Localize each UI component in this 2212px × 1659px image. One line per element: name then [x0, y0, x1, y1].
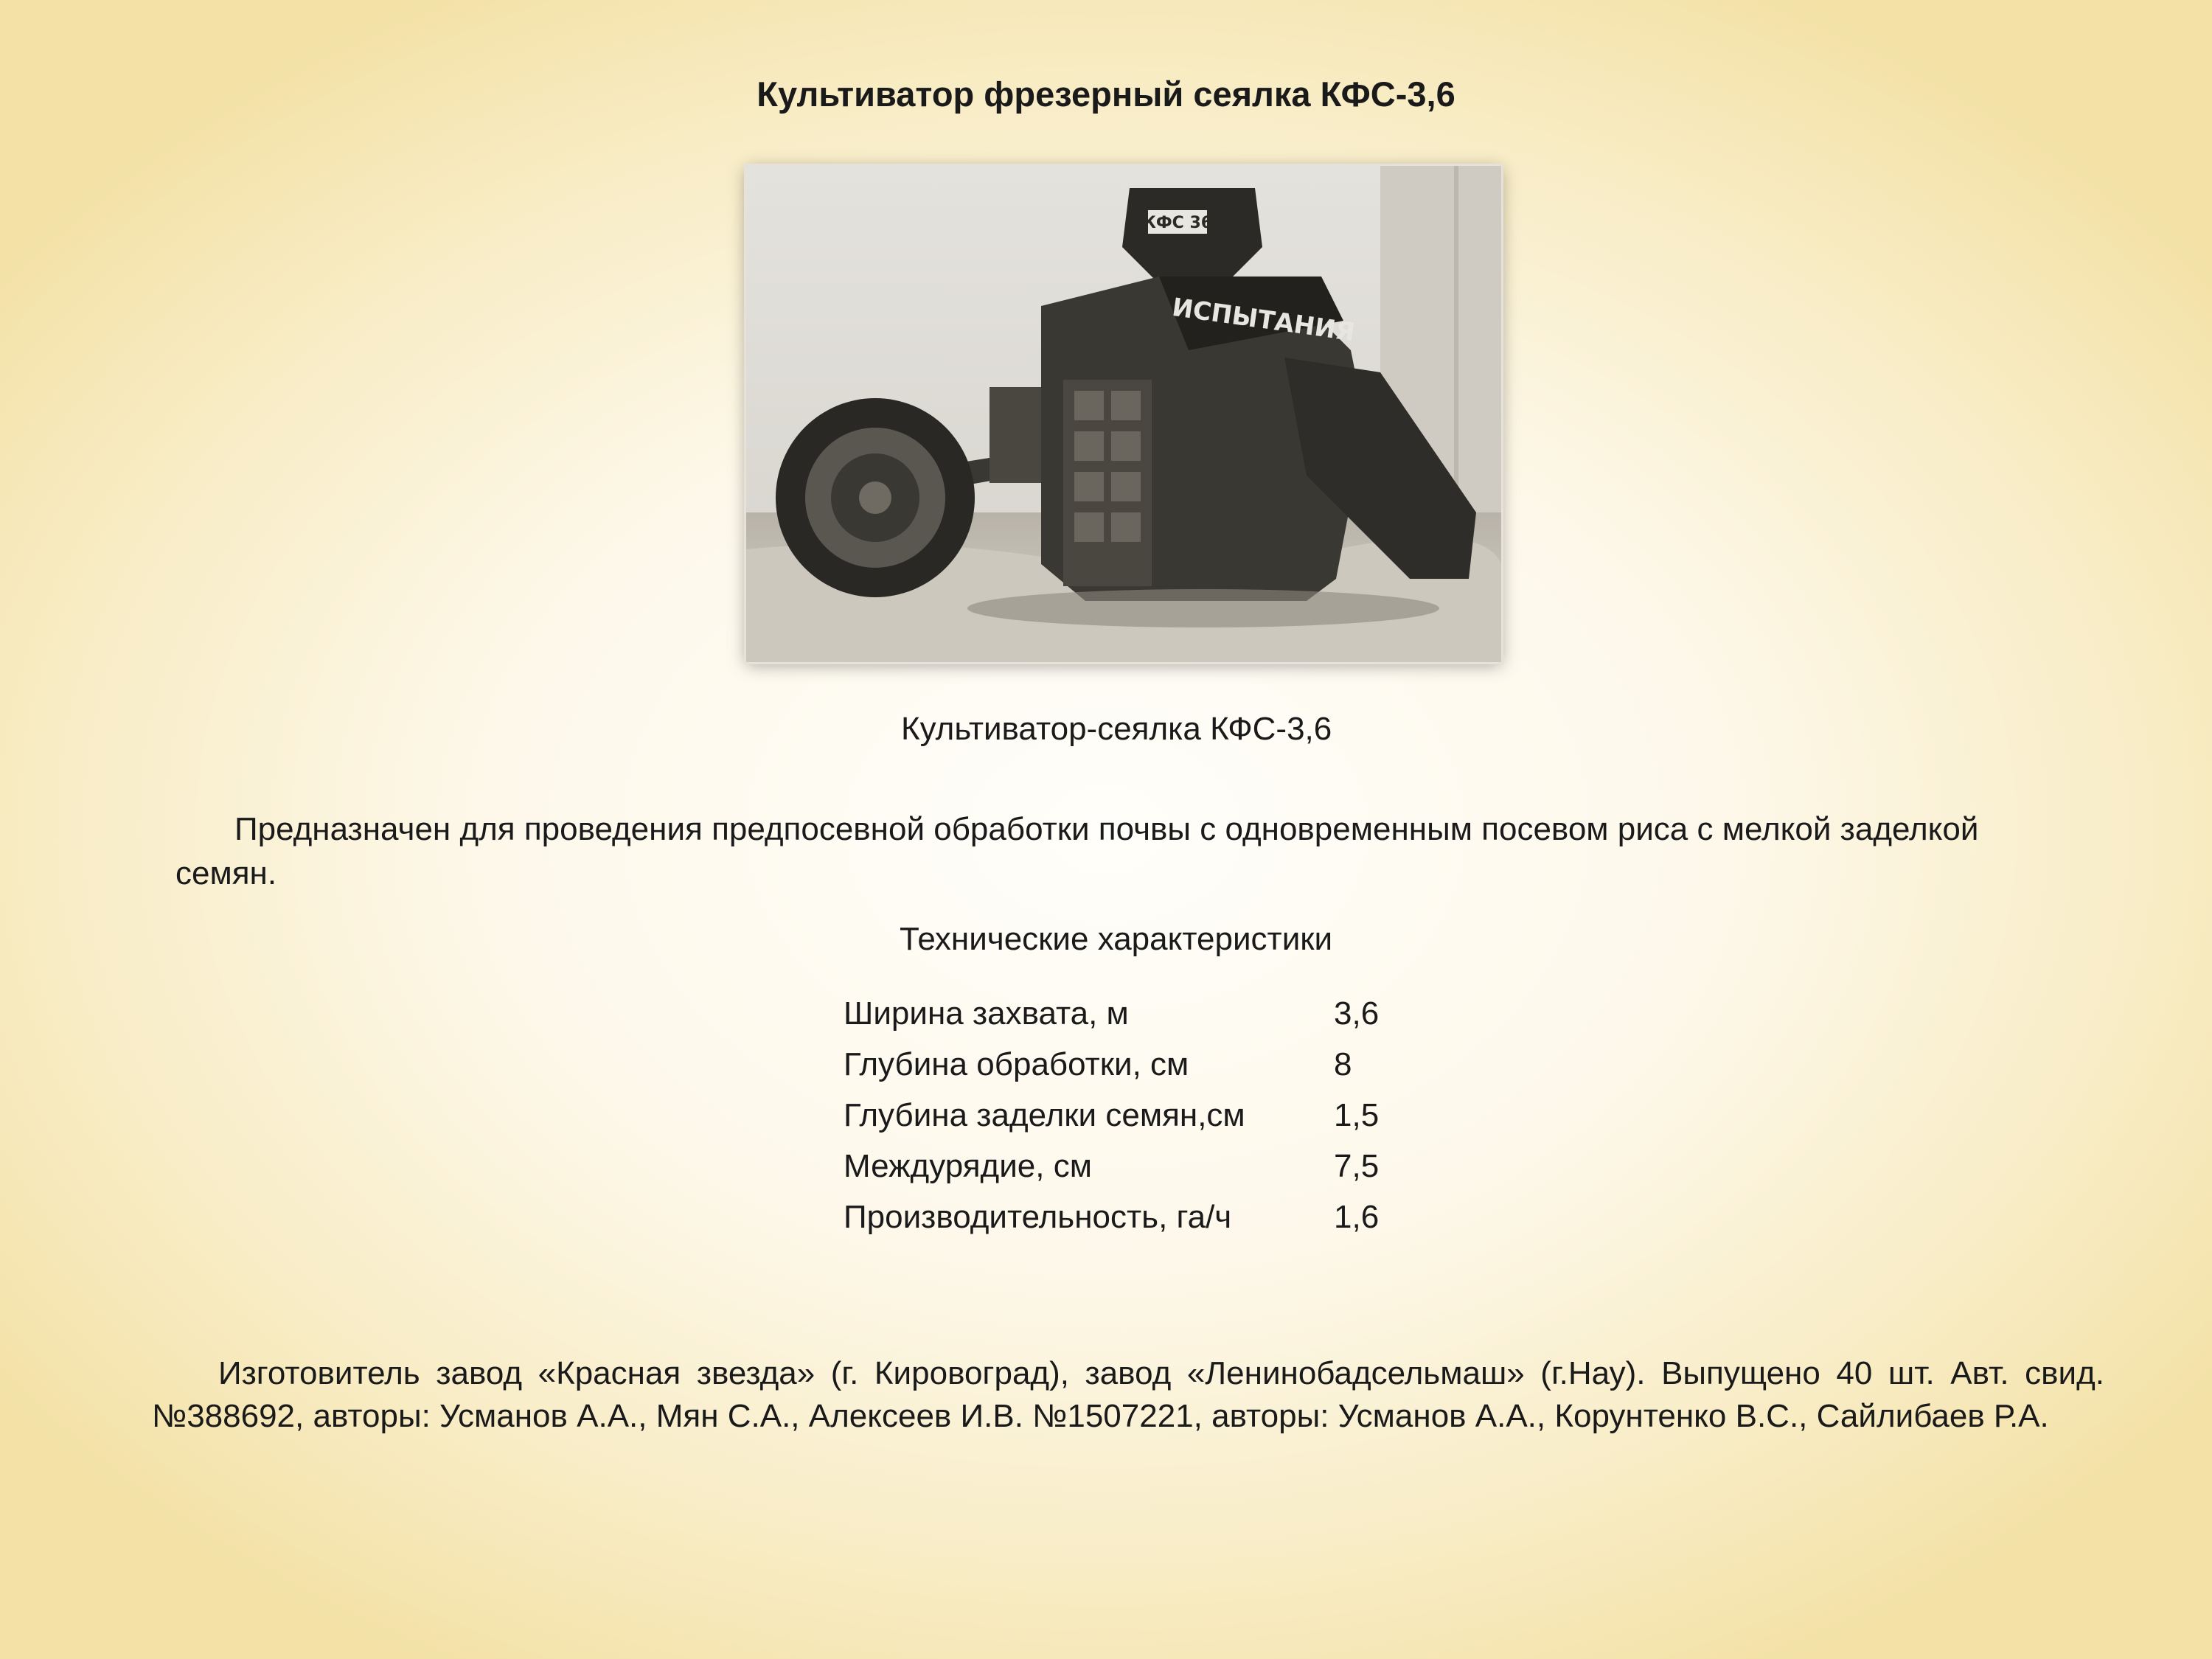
purpose-paragraph: Предназначен для проведения предпосевной обработки почвы с одновременным посевом риса с мелкой заделкой семян. — [175, 811, 1979, 891]
hopper-label: КФС 36 — [1142, 214, 1213, 232]
specs-table — [844, 988, 1379, 1242]
spec-value: 1,6 — [1334, 1198, 1380, 1235]
spec-label: Глубина заделки семян,см — [844, 1096, 1245, 1133]
photo-caption: Культиватор-сеялка КФС-3,6 — [901, 711, 1332, 747]
spec-label: Производительность, га/ч — [844, 1198, 1232, 1235]
spec-row — [844, 1192, 1379, 1242]
spec-row — [844, 1039, 1379, 1090]
side-label: ИСПЫТАНИЯ — [1170, 292, 1357, 348]
spec-row — [844, 1141, 1379, 1192]
slide-title: Культиватор фрезерный сеялка КФС-3,6 — [757, 74, 1455, 114]
spec-label: Междурядие, см — [844, 1147, 1092, 1184]
spec-row — [844, 988, 1379, 1039]
spec-label: Глубина обработки, см — [844, 1046, 1189, 1082]
spec-value: 1,5 — [1334, 1096, 1380, 1133]
spec-value: 8 — [1334, 1046, 1352, 1082]
spec-value: 7,5 — [1334, 1147, 1380, 1184]
spec-row — [844, 1090, 1379, 1141]
spec-label: Ширина захвата, м — [844, 995, 1129, 1032]
machine-photo — [746, 166, 1501, 662]
specs-heading: Технические характеристики — [900, 921, 1333, 957]
manufacturer-paragraph: Изготовитель завод «Красная звезда» (г. Кировоград), завод «Ленинобадсельмаш» (г.Нау). Выпущено 40 шт. Авт. свид. №388692, авторы: Усманов А.А., Мян С.А., Алексеев И.В. №1507221, авторы: Усманов А.А., Корунтенко В.С., Сайлибаев Р.А. — [152, 1355, 2104, 1434]
machine-photo-illustration — [746, 166, 1501, 662]
spec-value: 3,6 — [1334, 995, 1380, 1032]
